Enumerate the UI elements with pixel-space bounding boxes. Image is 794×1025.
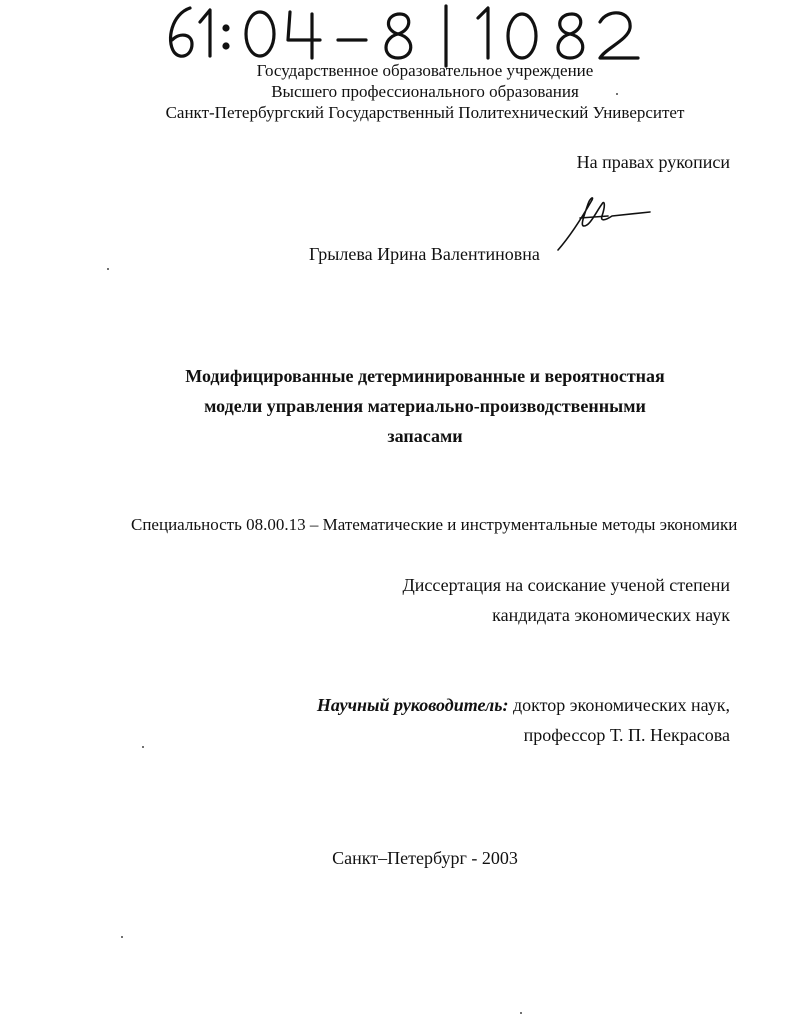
supervisor-line-1 (317, 694, 730, 716)
institution-header (0, 60, 794, 123)
supervisor-label: Научный руководитель: (316, 695, 509, 715)
supervisor-name: профессор Т. П. Некрасова (523, 725, 730, 745)
institution-line-1: Государственное образовательное учреждение (256, 61, 594, 80)
manuscript-rights: На правах рукописи (576, 152, 730, 172)
institution-line-2: Высшего профессионального образования (271, 82, 579, 101)
scan-speck (107, 268, 109, 270)
supervisor-degree: доктор экономических наук, (513, 695, 730, 715)
author-name: Грылева Ирина Валентиновна (309, 244, 540, 264)
institution-line-3: Санкт-Петербургский Государственный Политехнический Университет (165, 103, 685, 122)
degree-line-1: Диссертация на соискание ученой степени (402, 575, 730, 595)
specialty: Специальность 08.00.13 – Математические и инструментальные методы экономики (131, 515, 738, 534)
author-signature (550, 190, 660, 260)
supervisor-block (317, 694, 730, 746)
title-line-2: модели управления материально-производственными (204, 396, 646, 416)
scan-speck (142, 746, 144, 748)
scan-speck (520, 1012, 522, 1014)
city-year: Санкт–Петербург - 2003 (332, 848, 518, 868)
dissertation-title (0, 365, 794, 447)
title-line-3: запасами (387, 426, 463, 446)
degree-line-2: кандидата экономических наук (492, 605, 730, 625)
scan-speck (616, 93, 618, 95)
title-line-1: Модифицированные детерминированные и вероятностная (185, 366, 665, 386)
scan-speck (121, 936, 123, 938)
signature-scribble (550, 190, 660, 260)
dissertation-degree (403, 574, 730, 626)
